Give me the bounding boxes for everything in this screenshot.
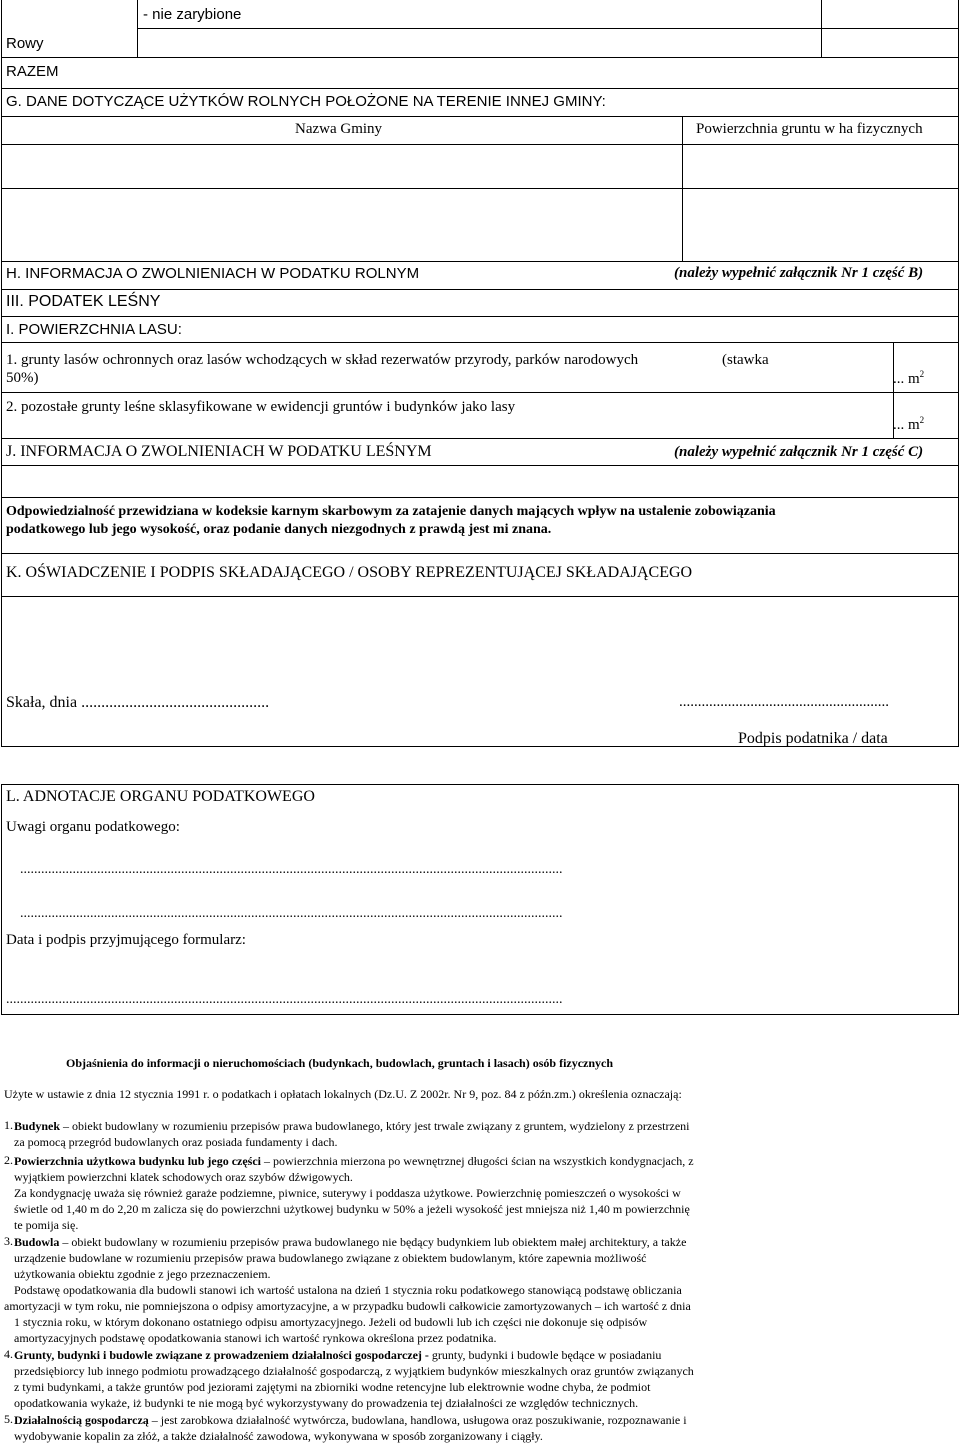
remarks-line-2[interactable]: ........................................................................................................................................................... bbox=[20, 906, 563, 921]
forest-area-subtitle: I. POWIERZCHNIA LASU: bbox=[6, 321, 182, 338]
place-and-date-field[interactable]: Skała, dnia ............................................... bbox=[6, 694, 270, 711]
forest-item-1-text: 1. grunty lasów ochronnych oraz lasów wchodzących w skład rezerwatów przyrody, parków narodowych bbox=[6, 352, 639, 368]
remarks-line-1[interactable]: ........................................................................................................................................................... bbox=[20, 862, 563, 877]
forest-item-1-value[interactable]: ... $m^2$ bbox=[893, 369, 925, 387]
row-label-not-stocked: - nie zarybione bbox=[143, 6, 242, 23]
forest-item-2-text: 2. pozostałe grunty leśne sklasyfikowane w ewidencji gruntów i budynków jako lasy bbox=[6, 399, 516, 415]
explanations-intro: Użyte w ustawie z dnia 12 stycznia 1991 r. o podatkach i opłatach lokalnych (Dz.U. Z 2002r. Nr 9, poz. 84 z późn.zm.) określenia oznaczają: bbox=[4, 1087, 682, 1101]
term-building: Budynek bbox=[14, 1119, 61, 1133]
explanations-title: Objaśnienia do informacji o nieruchomościach (budynkach, budowlach, gruntach i lasach) osób fizycznych bbox=[66, 1056, 614, 1070]
section-g-title: G. DANE DOTYCZĄCE UŻYTKÓW ROLNYCH POŁOŻONE NA TERENIE INNEJ GMINY: bbox=[6, 93, 606, 110]
forest-item-1-continuation: 50%) bbox=[6, 370, 39, 386]
term-business-activity: Działalnością gospodarczą bbox=[14, 1413, 149, 1427]
term-usable-area: Powierzchnia użytkowa budynku lub jego części bbox=[14, 1154, 262, 1168]
row-label-ditches: Rowy bbox=[6, 35, 44, 52]
receiver-label: Data i podpis przyjmującego formularz: bbox=[6, 932, 246, 948]
section-j-title: J. INFORMACJA O ZWOLNIENIACH W PODATKU LEŚNYM bbox=[6, 443, 432, 460]
section-h-title: H. INFORMACJA O ZWOLNIENIACH W PODATKU ROLNYM bbox=[6, 265, 420, 282]
remarks-label: Uwagi organu podatkowego: bbox=[6, 819, 180, 835]
section-j-note: (należy wypełnić załącznik Nr 1 część C) bbox=[674, 444, 924, 460]
liability-statement: Odpowiedzialność przewidziana w kodeksie karnym skarbowym za zatajenie danych mających wpływ na ustalenie zobowiązania podatkowego lub jego wysokość, oraz podanie danych niezgodnych z prawdą jest mi znana. bbox=[6, 504, 776, 537]
term-business-property: Grunty, budynki i budowle związane z prowadzeniem działalności gospodarczej - bbox=[14, 1348, 429, 1362]
column-header-municipality: Nazwa Gminy bbox=[295, 121, 383, 137]
forest-item-1-rate: (stawka bbox=[722, 352, 769, 368]
section-k-title: K. OŚWIADCZENIE I PODPIS SKŁADAJĄCEGO / OSOBY REPREZENTUJĄCEJ SKŁADAJĄCEGO bbox=[6, 564, 693, 581]
signature-label: Podpis podatnika / data bbox=[738, 730, 888, 747]
section-iii-title: III. PODATEK LEŚNY bbox=[6, 293, 161, 310]
section-h-note: (należy wypełnić załącznik Nr 1 część B) bbox=[674, 265, 924, 281]
term-structure: Budowla bbox=[14, 1235, 60, 1249]
section-l-title: L. ADNOTACJE ORGANU PODATKOWEGO bbox=[6, 788, 315, 805]
receiver-signature-line[interactable]: ............................................................................................................................................................... bbox=[6, 992, 563, 1007]
signature-field[interactable]: ........................................................ bbox=[679, 694, 889, 710]
row-label-total: RAZEM bbox=[6, 63, 59, 80]
column-header-area: Powierzchnia gruntu w ha fizycznych bbox=[696, 121, 923, 137]
forest-item-2-value[interactable]: ... $m^2$ bbox=[893, 415, 925, 433]
